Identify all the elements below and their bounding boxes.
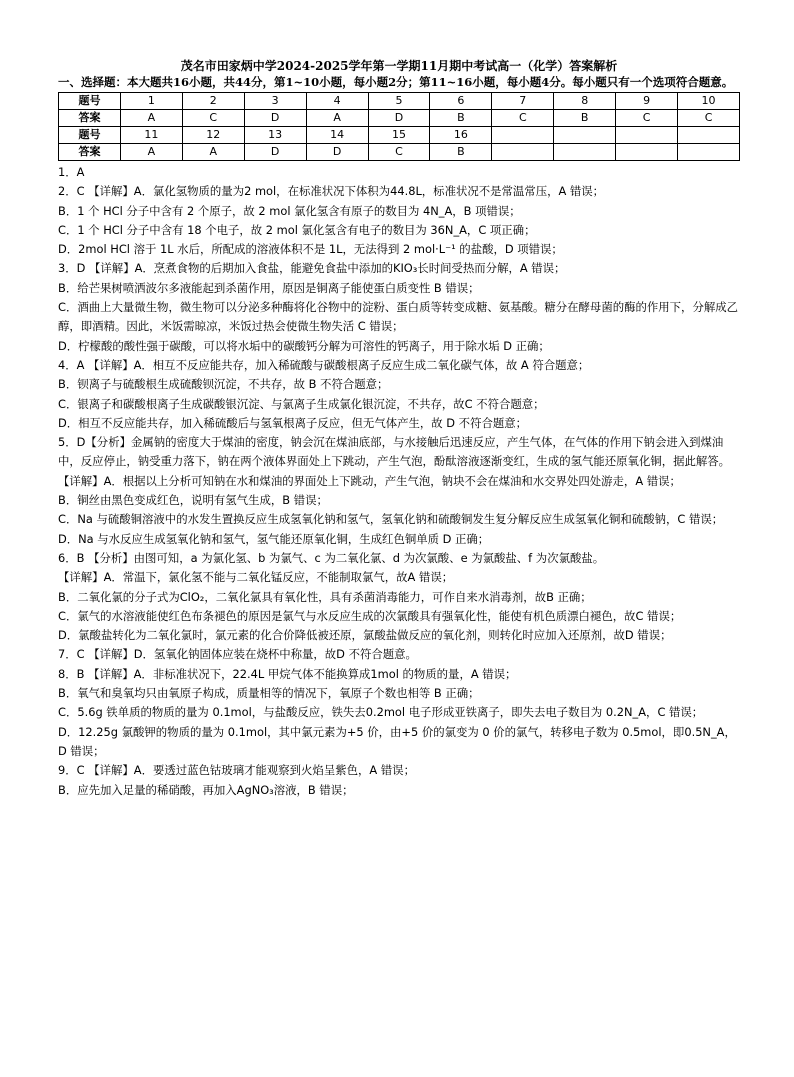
- answer-cell: C: [678, 110, 740, 127]
- answer-line: 2．C 【详解】A．氯化氢物质的量为2 mol，在标准状况下体积为44.8L，标准状况不是常温常压，A 错误；: [58, 184, 605, 199]
- answer-line: D．氯酸盐转化为二氧化氯时，氯元素的化合价降低被还原，氯酸盐做反应的氧化剂，则转化时应加入还原剂，故D 错误；: [58, 628, 672, 643]
- answer-cell: C: [492, 110, 554, 127]
- section-heading: 一、选择题：本大题共16小题，共44分，第1~10小题，每小题2分；第11~16小题，每小题4分。每小题只有一个选项符合题意。: [58, 75, 734, 89]
- answer-line: D．柠檬酸的酸性强于碳酸，可以将水垢中的碳酸钙分解为可溶性的钙离子，用于除水垢 D 正确；: [58, 338, 550, 353]
- answer-line: B．给芒果树喷洒波尔多液能起到杀菌作用，原因是铜离子能使蛋白质变性 B 错误；: [58, 280, 480, 295]
- answer-line: D．12.25g 氯酸钾的物质的量为 0.1mol，其中氯元素为+5 价，由+5 价的氯变为 0 价的氯气，转移电子数为 0.5mol，即0.5N_A，D 错误；: [58, 724, 736, 758]
- answer-line: 【详解】A．根据以上分析可知钠在水和煤油的界面处上下跳动，产生气泡，钠块不会在煤油和水交界处四处游走，A 错误；: [58, 473, 681, 488]
- answer-line: 1．A: [58, 165, 85, 179]
- answer-cell: [678, 144, 740, 161]
- question-number: [554, 127, 616, 144]
- answer-line: C．银离子和碳酸根离子生成碳酸银沉淀、与氯离子生成氯化银沉淀，不共存，故C 不符合题意；: [58, 396, 545, 411]
- question-number: 11: [120, 127, 182, 144]
- answer-line: B．二氧化氯的分子式为ClO₂，二氧化氯具有氧化性，具有杀菌消毒能力，可作自来水消毒剂，故B 正确；: [58, 589, 592, 604]
- answer-line: 8．B 【详解】A．非标准状况下，22.4L 甲烷气体不能换算成1mol 的物质的量，A 错误；: [58, 666, 517, 681]
- page-title: 茂名市田家炳中学2024-2025学年第一学期11月期中考试高一（化学）答案解析: [180, 59, 618, 73]
- row-label-question: 题号: [59, 93, 121, 110]
- answer-cell: C: [182, 110, 244, 127]
- question-number: 2: [182, 93, 244, 110]
- answer-cell: A: [306, 110, 368, 127]
- question-number: 6: [430, 93, 492, 110]
- question-number: 9: [616, 93, 678, 110]
- question-number: 14: [306, 127, 368, 144]
- answer-line: B．氧气和臭氧均只由氧原子构成，质量相等的情况下，氧原子个数也相等 B 正确；: [58, 686, 480, 701]
- answer-line: D．2mol HCl 溶于 1L 水后，所配成的溶液体积不是 1L，无法得到 2 mol·L⁻¹ 的盐酸，D 项错误；: [58, 242, 563, 257]
- question-number: 15: [368, 127, 430, 144]
- question-number: [616, 127, 678, 144]
- answer-line: D．Na 与水反应生成氢氧化钠和氢气，氢气能还原氧化铜，生成红色铜单质 D 正确；: [58, 531, 490, 546]
- answer-row-2: [59, 144, 740, 161]
- answer-cell: D: [368, 110, 430, 127]
- answer-sheet: [58, 58, 740, 800]
- answer-line: C．氯气的水溶液能使红色布条褪色的原因是氯气与水反应生成的次氯酸具有强氧化性，能使有机色质漂白褪色，故C 错误；: [58, 608, 682, 623]
- question-row-1: [59, 93, 740, 110]
- answer-line: 【详解】A．常温下，氯化氢不能与二氧化锰反应，不能制取氯气，故A 错误；: [58, 570, 454, 585]
- answer-line: 3．D 【详解】A．烹煮食物的后期加入食盐，能避免食盐中添加的KIO₃长时间受热而分解，A 错误；: [58, 261, 566, 276]
- answer-cell: [492, 144, 554, 161]
- answer-table: [58, 92, 740, 161]
- answer-line: 4．A 【详解】A．相互不反应能共存，加入稀硫酸与碳酸根离子反应生成二氧化碳气体，故 A 符合题意；: [58, 357, 590, 372]
- question-number: 5: [368, 93, 430, 110]
- answer-cell: D: [244, 144, 306, 161]
- question-number: [678, 127, 740, 144]
- question-number: 3: [244, 93, 306, 110]
- answer-line: B．应先加入足量的稀硝酸，再加入AgNO₃溶液，B 错误；: [58, 782, 354, 797]
- answer-line: 9．C 【详解】A．要透过蓝色钴玻璃才能观察到火焰呈紫色，A 错误；: [58, 763, 415, 778]
- answer-cell: [554, 144, 616, 161]
- question-row-2: [59, 127, 740, 144]
- answer-line: C．1 个 HCl 分子中含有 18 个电子，故 2 mol 氯化氢含有电子的数目为 36N_A，C 项正确；: [58, 222, 536, 237]
- question-number: 10: [678, 93, 740, 110]
- row-label-question: 题号: [59, 127, 121, 144]
- answer-cell: D: [306, 144, 368, 161]
- question-number: [492, 127, 554, 144]
- answer-row-1: [59, 110, 740, 127]
- row-label-answer: 答案: [59, 110, 121, 127]
- answer-cell: [616, 144, 678, 161]
- answer-line: 5．D【分析】金属钠的密度大于煤油的密度，钠会沉在煤油底部，与水接触后迅速反应，产生气体，在气体的作用下钠会进入到煤油中，反应停止，钠受重力落下，钠在两个液体界面处上下跳动，产生气泡，酚酞溶液逐渐变红，生成的氢气能还原氧化铜，据此解答。: [58, 435, 731, 469]
- answer-cell: C: [368, 144, 430, 161]
- answer-cell: A: [182, 144, 244, 161]
- question-number: 1: [120, 93, 182, 110]
- row-label-answer: 答案: [59, 144, 121, 161]
- answer-cell: B: [430, 110, 492, 127]
- question-number: 4: [306, 93, 368, 110]
- answer-cell: A: [120, 110, 182, 127]
- answer-line: C．5.6g 铁单质的物质的量为 0.1mol，与盐酸反应，铁失去0.2mol 电子形成亚铁离子，即失去电子数目为 0.2N_A，C 错误；: [58, 705, 704, 720]
- question-number: 7: [492, 93, 554, 110]
- answer-explanations: [58, 163, 740, 800]
- answer-line: B．钡离子与硫酸根生成硫酸钡沉淀，不共存，故 B 不符合题意；: [58, 377, 389, 392]
- answer-line: 7．C 【详解】D．氢氧化钠固体应装在烧杯中称量，故D 不符合题意。: [58, 647, 417, 662]
- answer-cell: A: [120, 144, 182, 161]
- answer-cell: B: [430, 144, 492, 161]
- answer-line: 6．B 【分析】由图可知，a 为氯化氢、b 为氯气、c 为二氧化氯、d 为次氯酸、e 为氯酸盐、f 为次氯酸盐。: [58, 550, 605, 565]
- question-number: 8: [554, 93, 616, 110]
- answer-line: C．酒曲上大量微生物，微生物可以分泌多种酶将化谷物中的淀粉、蛋白质等转变成糖、氨基酸。糖分在酵母菌的酶的作用下，分解成乙醇，即酒精。因此，米饭需晾凉，米饭过热会使微生物失活 C 错误；: [58, 300, 739, 334]
- answer-line: C．Na 与硫酸铜溶液中的水发生置换反应生成氢氧化钠和氢气，氢氧化钠和硫酸铜发生复分解反应生成氢氧化铜和硫酸钠，C 错误；: [58, 512, 724, 527]
- answer-cell: D: [244, 110, 306, 127]
- answer-line: B．铜丝由黑色变成红色，说明有氢气生成，B 错误；: [58, 493, 328, 508]
- answer-line: D．相互不反应能共存，加入稀硫酸后与氢氧根离子反应，但无气体产生，故 D 不符合题意；: [58, 415, 528, 430]
- question-number: 16: [430, 127, 492, 144]
- answer-cell: C: [616, 110, 678, 127]
- answer-line: B．1 个 HCl 分子中含有 2 个原子，故 2 mol 氯化氢含有原子的数目为 4N_A，B 项错误；: [58, 203, 521, 218]
- answer-cell: B: [554, 110, 616, 127]
- question-number: 13: [244, 127, 306, 144]
- question-number: 12: [182, 127, 244, 144]
